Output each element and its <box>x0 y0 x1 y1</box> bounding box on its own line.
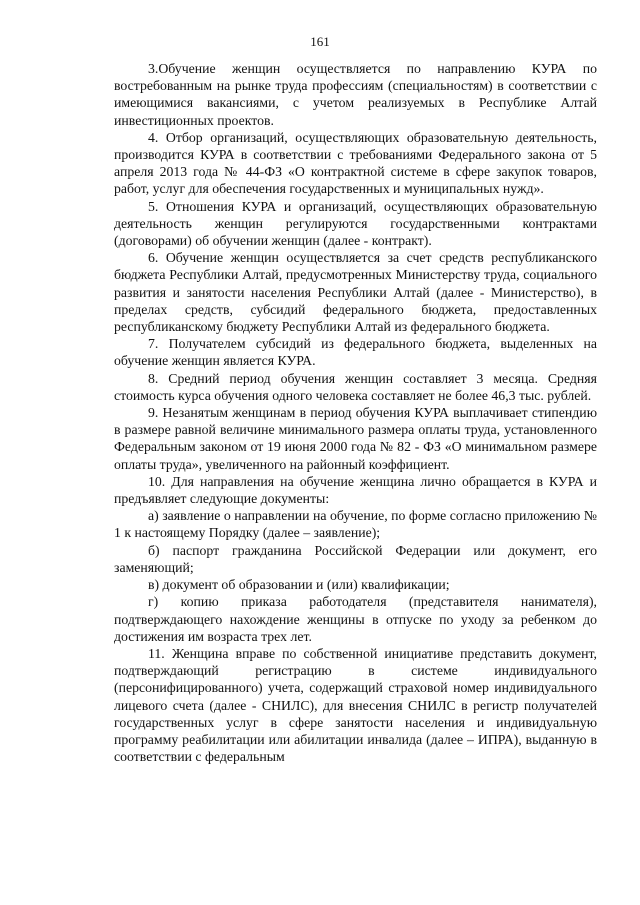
paragraph-4: 4. Отбор организаций, осуществляющих образовательную деятельность, производится КУРА в соответствии с требованиями Федерального закона от 5 апреля 2013 года № 44-ФЗ «О контрактной системе в сфере закупок товаров, работ, услуг для обеспечения государственных и муниципальных нужд». <box>114 129 597 197</box>
paragraph-5: 5. Отношения КУРА и организаций, осуществляющих образовательную деятельность женщин регулируются государственными контрактами (договорами) об обучении женщин (далее - контракт). <box>114 198 597 249</box>
paragraph-7: 7. Получателем субсидий из федерального бюджета, выделенных на обучение женщин является КУРА. <box>114 336 597 369</box>
document-body <box>114 60 597 765</box>
list-item-b: б) паспорт гражданина Российской Федерации или документ, его заменяющий; <box>114 542 597 575</box>
list-item-a: а) заявление о направлении на обучение, по форме согласно приложению № 1 к настоящему Порядку (далее – заявление); <box>114 508 597 541</box>
paragraph-6: 6. Обучение женщин осуществляется за счет средств республиканского бюджета Республики Алтай, предусмотренных Министерству труда, социального развития и занятости населения Республики Алтай (далее - Министерство), в пределах средств, субсидий федерального бюджета, предоставленных республиканскому бюджету Республики Алтай из федерального бюджета. <box>114 250 597 335</box>
list-item-g: г) копию приказа работодателя (представителя нанимателя), подтверждающего нахождение женщины в отпуске по уходу за ребенком до достижения им возраста трех лет. <box>114 594 597 644</box>
paragraph-11: 11. Женщина вправе по собственной инициативе представить документ, подтверждающий регистрацию в системе индивидуального (персонифицированного) учета, содержащий страховой номер индивидуального лицевого счета (далее - СНИЛС), для внесения СНИЛС в регистр получателей государственных услуг в сфере занятости населения и индивидуальную программу реабилитации или абилитации инвалида (далее – ИПРА), выданную в соответствии с федеральным <box>114 645 597 765</box>
paragraph-10: 10. Для направления на обучение женщина лично обращается в КУРА и предъявляет следующие документы: <box>114 473 597 507</box>
paragraph-9: 9. Незанятым женщинам в период обучения КУРА выплачивает стипендию в размере равной величине минимального размера оплаты труда, установленного Федеральным законом от 19 июня 2000 года № 82 - ФЗ «О минимальном размере оплаты труда», увеличенного на районный коэффициент. <box>114 405 597 472</box>
page-number: 161 <box>310 34 330 49</box>
list-item-v: в) документ об образовании и (или) квалификации; <box>148 577 450 593</box>
paragraph-8: 8. Средний период обучения женщин составляет 3 месяца. Средняя стоимость курса обучения одного человека составляет не более 46,3 тыс. рублей. <box>114 370 597 403</box>
paragraph-3: 3.Обучение женщин осуществляется по направлению КУРА по востребованным на рынке труда профессиям (специальностям) в соответствии с имеющимися вакансиями, с учетом реализуемых в Республике Алтай инвестиционных проектов. <box>114 61 597 128</box>
